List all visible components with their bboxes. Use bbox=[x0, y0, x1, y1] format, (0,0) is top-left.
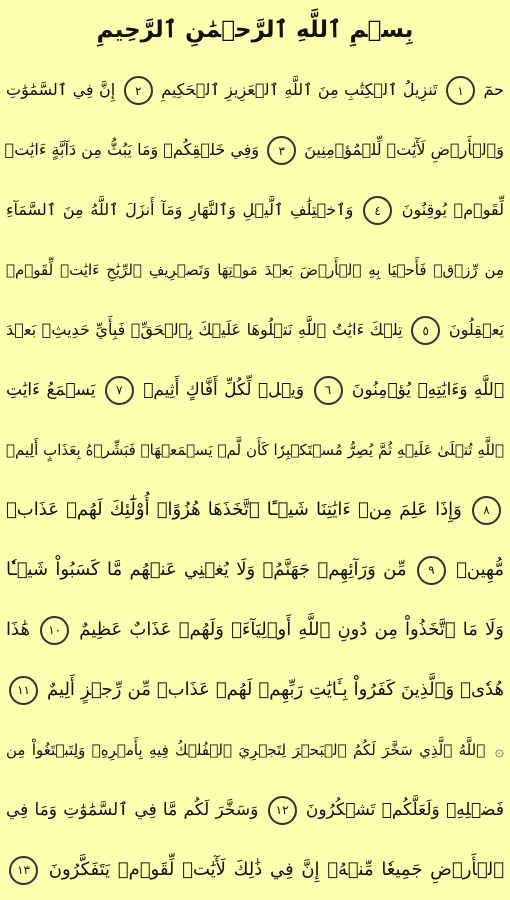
verse-text: لِّقَوۡمٖ يُوقِنُونَ bbox=[401, 200, 505, 219]
verse-text: وَفِي خَلۡقِكُمۡ وَمَا يَبُثُّ مِن دَآبَّةٍ ءَايَٰتٞ bbox=[4, 140, 260, 159]
ayah-number-marker: ٥ bbox=[411, 316, 440, 345]
verse-line bbox=[6, 60, 504, 120]
verse-line bbox=[6, 780, 504, 840]
ayah-number-marker: ١١ bbox=[9, 676, 38, 705]
verse-line bbox=[6, 240, 504, 300]
ayah-number-marker: ١٣ bbox=[9, 856, 38, 885]
verse-line bbox=[6, 840, 504, 900]
verse-text: ٱلۡأَرۡضِ جَمِيعٗا مِّنۡهُۚ إِنَّ فِي ذَٰلِكَ لَأٓيَٰتٖ لِّقَوۡمٖ يَتَفَكَّرُونَ bbox=[48, 859, 504, 880]
verse-text: وَٱلۡأَرۡضِ لَأٓيَٰتٖ لِّلۡمُؤۡمِنِينَ bbox=[304, 140, 504, 159]
verse-line bbox=[6, 480, 504, 540]
ayah-number-marker: ٦ bbox=[314, 376, 343, 405]
ayah-number-marker: ١٠ bbox=[40, 616, 69, 645]
verse-text: وَلَا مَا ٱتَّخَذُواْ مِن دُونِ ٱللَّهِ أَوۡلِيَآءَۖ وَلَهُمۡ عَذَابٌ عَظِيمٌ bbox=[79, 619, 504, 640]
ayah-number-marker: ٤ bbox=[363, 196, 392, 225]
verse-text: تَنزِيلُ ٱلۡكِتَٰبِ مِنَ ٱللَّهِ ٱلۡعَزِيزِ ٱلۡحَكِيمِ bbox=[161, 80, 438, 99]
verse-text: تِلۡكَ ءَايَٰتُ ٱللَّهِ نَتۡلُوهَا عَلَيۡكَ بِٱلۡحَقِّۖ فَبِأَيِّ حَدِيثِۭ بَعۡدَ bbox=[6, 320, 403, 339]
verse-text: هَٰذَا bbox=[6, 619, 30, 640]
ayah-number-marker: ١٢ bbox=[268, 796, 297, 825]
verse-text: إِنَّ فِي ٱلسَّمَٰوَٰتِ bbox=[6, 80, 116, 99]
verse-text: مِّن وَرَآئِهِمۡ جَهَنَّمُۖ وَلَا يُغۡنِي عَنۡهُم مَّا كَسَبُواْ شَيۡـٔٗا bbox=[6, 559, 407, 580]
ayah-number-marker: ٣ bbox=[267, 136, 296, 165]
verse-line bbox=[6, 180, 504, 240]
ayah-number-marker: ٩ bbox=[417, 556, 446, 585]
verse-text: وَيۡلٞ لِّكُلِّ أَفَّاكٍ أَثِيمٖ bbox=[143, 380, 305, 400]
verse-text: مُّهِينٞ bbox=[456, 559, 504, 580]
verse-line bbox=[6, 660, 504, 720]
verse-line bbox=[6, 540, 504, 600]
verse-text: فَضۡلِهِۦ وَلَعَلَّكُمۡ تَشۡكُرُونَ bbox=[305, 800, 505, 820]
verse-line bbox=[6, 600, 504, 660]
verse-line bbox=[6, 420, 504, 480]
verse-line bbox=[6, 120, 504, 180]
verse-line bbox=[6, 720, 504, 780]
verse-text: ٱللَّهِ تُتۡلَىٰ عَلَيۡهِ ثُمَّ يُصِرُّ مُسۡتَكۡبِرٗا كَأَن لَّمۡ يَسۡمَعۡهَاۖ فَبَشِّرۡهُ بِعَذَابٍ أَلِيمٖ bbox=[6, 441, 504, 459]
verse-line bbox=[6, 300, 504, 360]
verse-text: مِن رِّزۡقٖ فَأَحۡيَا بِهِ ٱلۡأَرۡضَ بَعۡدَ مَوۡتِهَا وَتَصۡرِيفِ ٱلرِّيَٰحِ ءَايَٰتٞ لِّقَوۡمٖ bbox=[6, 261, 504, 279]
verse-text: وَسَخَّرَ لَكُم مَّا فِي ٱلسَّمَٰوَٰتِ وَمَا فِي bbox=[6, 800, 259, 820]
verse-text: يَسۡمَعُ ءَايَٰتِ bbox=[6, 380, 96, 400]
verse-text: ٱللَّهِ وَءَايَٰتِهِۦ يُؤۡمِنُونَ bbox=[351, 380, 505, 400]
hizb-icon: ۞ bbox=[494, 740, 504, 760]
ayah-number-marker: ٢ bbox=[124, 76, 153, 105]
verse-text: هُدٗىۖ وَٱلَّذِينَ كَفَرُواْ بِـَٔايَٰتِ رَبِّهِمۡ لَهُمۡ عَذَابٞ مِّن رِّجۡزٍ أَلِيمٌ bbox=[47, 679, 504, 700]
ayah-number-marker: ٨ bbox=[472, 496, 501, 525]
verse-text: وَٱخۡتِلَٰفِ ٱلَّيۡلِ وَٱلنَّهَارِ وَمَآ أَنزَلَ ٱللَّهُ مِنَ ٱلسَّمَآءِ bbox=[6, 200, 354, 219]
ayah-number-marker: ١ bbox=[446, 76, 475, 105]
ayah-number-marker: ٧ bbox=[105, 376, 134, 405]
verse-text: ٱللَّهُ ٱلَّذِي سَخَّرَ لَكُمُ ٱلۡبَحۡرَ لِتَجۡرِيَ ٱلۡفُلۡكُ فِيهِ بِأَمۡرِهِۦ وَلِتَبۡتَغُواْ مِن bbox=[6, 741, 486, 759]
verse-text: يَعۡقِلُونَ bbox=[448, 320, 504, 339]
verse-text: حمٓ bbox=[483, 80, 505, 99]
verse-text: وَإِذَا عَلِمَ مِنۡ ءَايَٰتِنَا شَيۡـًٔا ٱتَّخَذَهَا هُزُوًاۚ أُوْلَٰٓئِكَ لَهُمۡ عَذَابٞ bbox=[6, 499, 462, 520]
bismillah-header: بِسۡمِ ٱللَّهِ ٱلرَّحۡمَٰنِ ٱلرَّحِيمِ bbox=[96, 17, 414, 43]
verse-line bbox=[6, 360, 504, 420]
verse-text-block bbox=[0, 60, 510, 900]
